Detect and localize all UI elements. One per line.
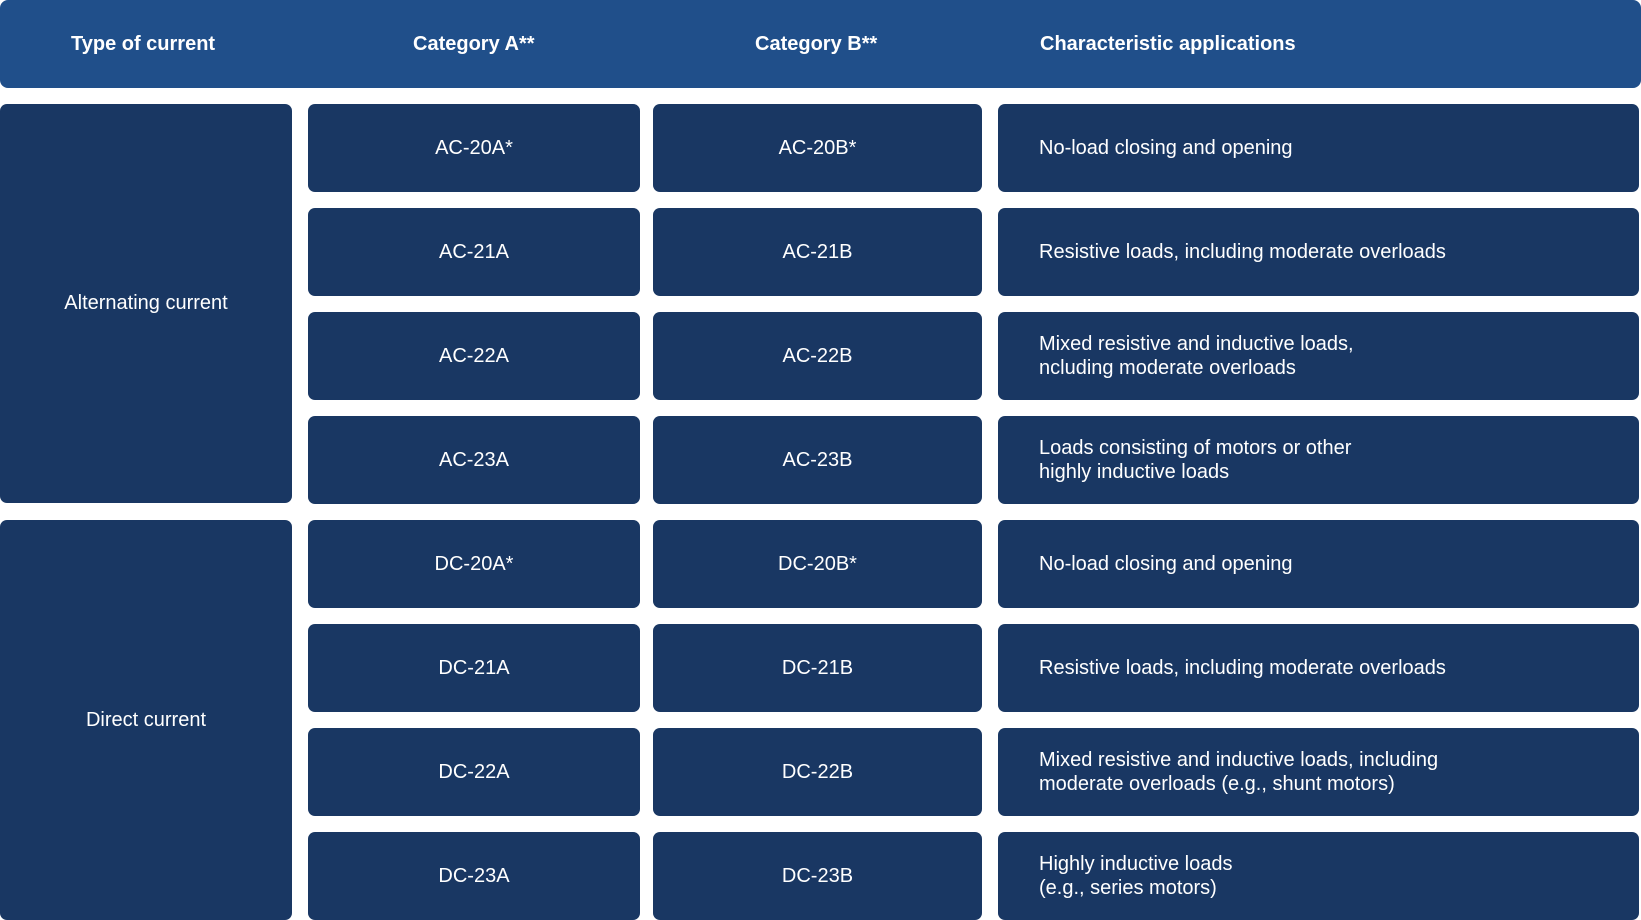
group-label-text: Alternating current bbox=[64, 292, 228, 314]
application-text-line2: (e.g., series motors) bbox=[1039, 877, 1217, 899]
header-type-of-current: Type of current bbox=[71, 33, 216, 55]
category-b-cell bbox=[653, 104, 982, 192]
header-category-b: Category B** bbox=[755, 33, 878, 55]
category-a-code: DC-22A bbox=[438, 760, 510, 783]
category-b-cell bbox=[653, 208, 982, 296]
application-text-line1: Resistive loads, including moderate overloads bbox=[1039, 241, 1446, 263]
category-a-cell bbox=[308, 624, 640, 712]
category-a-cell bbox=[308, 312, 640, 400]
application-cell bbox=[998, 520, 1639, 608]
category-b-cell bbox=[653, 312, 982, 400]
application-cell bbox=[998, 728, 1639, 816]
category-b-code: DC-21B bbox=[781, 656, 854, 679]
application-text-line1: Resistive loads, including moderate overloads bbox=[1039, 657, 1446, 679]
header-category-a: Category A** bbox=[413, 33, 535, 55]
category-b-code: DC-23B bbox=[781, 864, 854, 887]
group-label-alternating-current bbox=[0, 104, 292, 503]
category-a-code: DC-21A bbox=[438, 656, 510, 679]
application-text-line2: ncluding moderate overloads bbox=[1039, 357, 1296, 379]
application-text-line2: moderate overloads (e.g., shunt motors) bbox=[1039, 773, 1395, 795]
category-a-code: DC-23A bbox=[438, 864, 510, 887]
category-b-cell bbox=[653, 832, 982, 920]
category-b-cell bbox=[653, 416, 982, 504]
application-text-line1: Mixed resistive and inductive loads, bbox=[1039, 333, 1354, 355]
application-text-line1: Mixed resistive and inductive loads, including bbox=[1039, 749, 1439, 771]
category-b-cell bbox=[653, 728, 982, 816]
group-label-direct-current bbox=[0, 520, 292, 920]
category-a-cell bbox=[308, 520, 640, 608]
application-cell bbox=[998, 624, 1639, 712]
category-b-code: AC-23B bbox=[782, 448, 853, 471]
category-a-code: AC-21A bbox=[438, 240, 510, 263]
category-b-code: DC-22B bbox=[781, 760, 854, 783]
category-a-cell bbox=[308, 208, 640, 296]
application-cell bbox=[998, 208, 1639, 296]
application-cell bbox=[998, 416, 1639, 504]
category-a-code: AC-22A bbox=[438, 344, 510, 367]
category-b-code: AC-22B bbox=[782, 344, 853, 367]
category-a-code: AC-23A bbox=[438, 448, 510, 471]
category-b-cell bbox=[653, 520, 982, 608]
application-cell bbox=[998, 832, 1639, 920]
application-text-line2: highly inductive loads bbox=[1039, 461, 1230, 483]
header-characteristic-applications: Characteristic applications bbox=[1040, 33, 1296, 55]
application-text-line1: No-load closing and opening bbox=[1039, 553, 1293, 575]
application-cell bbox=[998, 104, 1639, 192]
category-a-cell bbox=[308, 416, 640, 504]
table-header bbox=[0, 0, 1641, 88]
category-b-code: DC-20B* bbox=[778, 552, 857, 575]
category-b-cell bbox=[653, 624, 982, 712]
category-a-code: AC-20A* bbox=[435, 136, 513, 159]
application-text-line1: No-load closing and opening bbox=[1039, 137, 1293, 159]
category-a-code: DC-20A* bbox=[434, 552, 514, 575]
category-a-cell bbox=[308, 728, 640, 816]
group-label-text: Direct current bbox=[85, 708, 207, 731]
category-b-code: AC-20B* bbox=[778, 136, 857, 159]
category-a-cell bbox=[308, 104, 640, 192]
application-text-line1: Highly inductive loads bbox=[1039, 853, 1233, 875]
category-b-code: AC-21B bbox=[782, 240, 853, 263]
application-text-line1: Loads consisting of motors or other bbox=[1039, 437, 1352, 459]
application-cell bbox=[998, 312, 1639, 400]
category-a-cell bbox=[308, 832, 640, 920]
